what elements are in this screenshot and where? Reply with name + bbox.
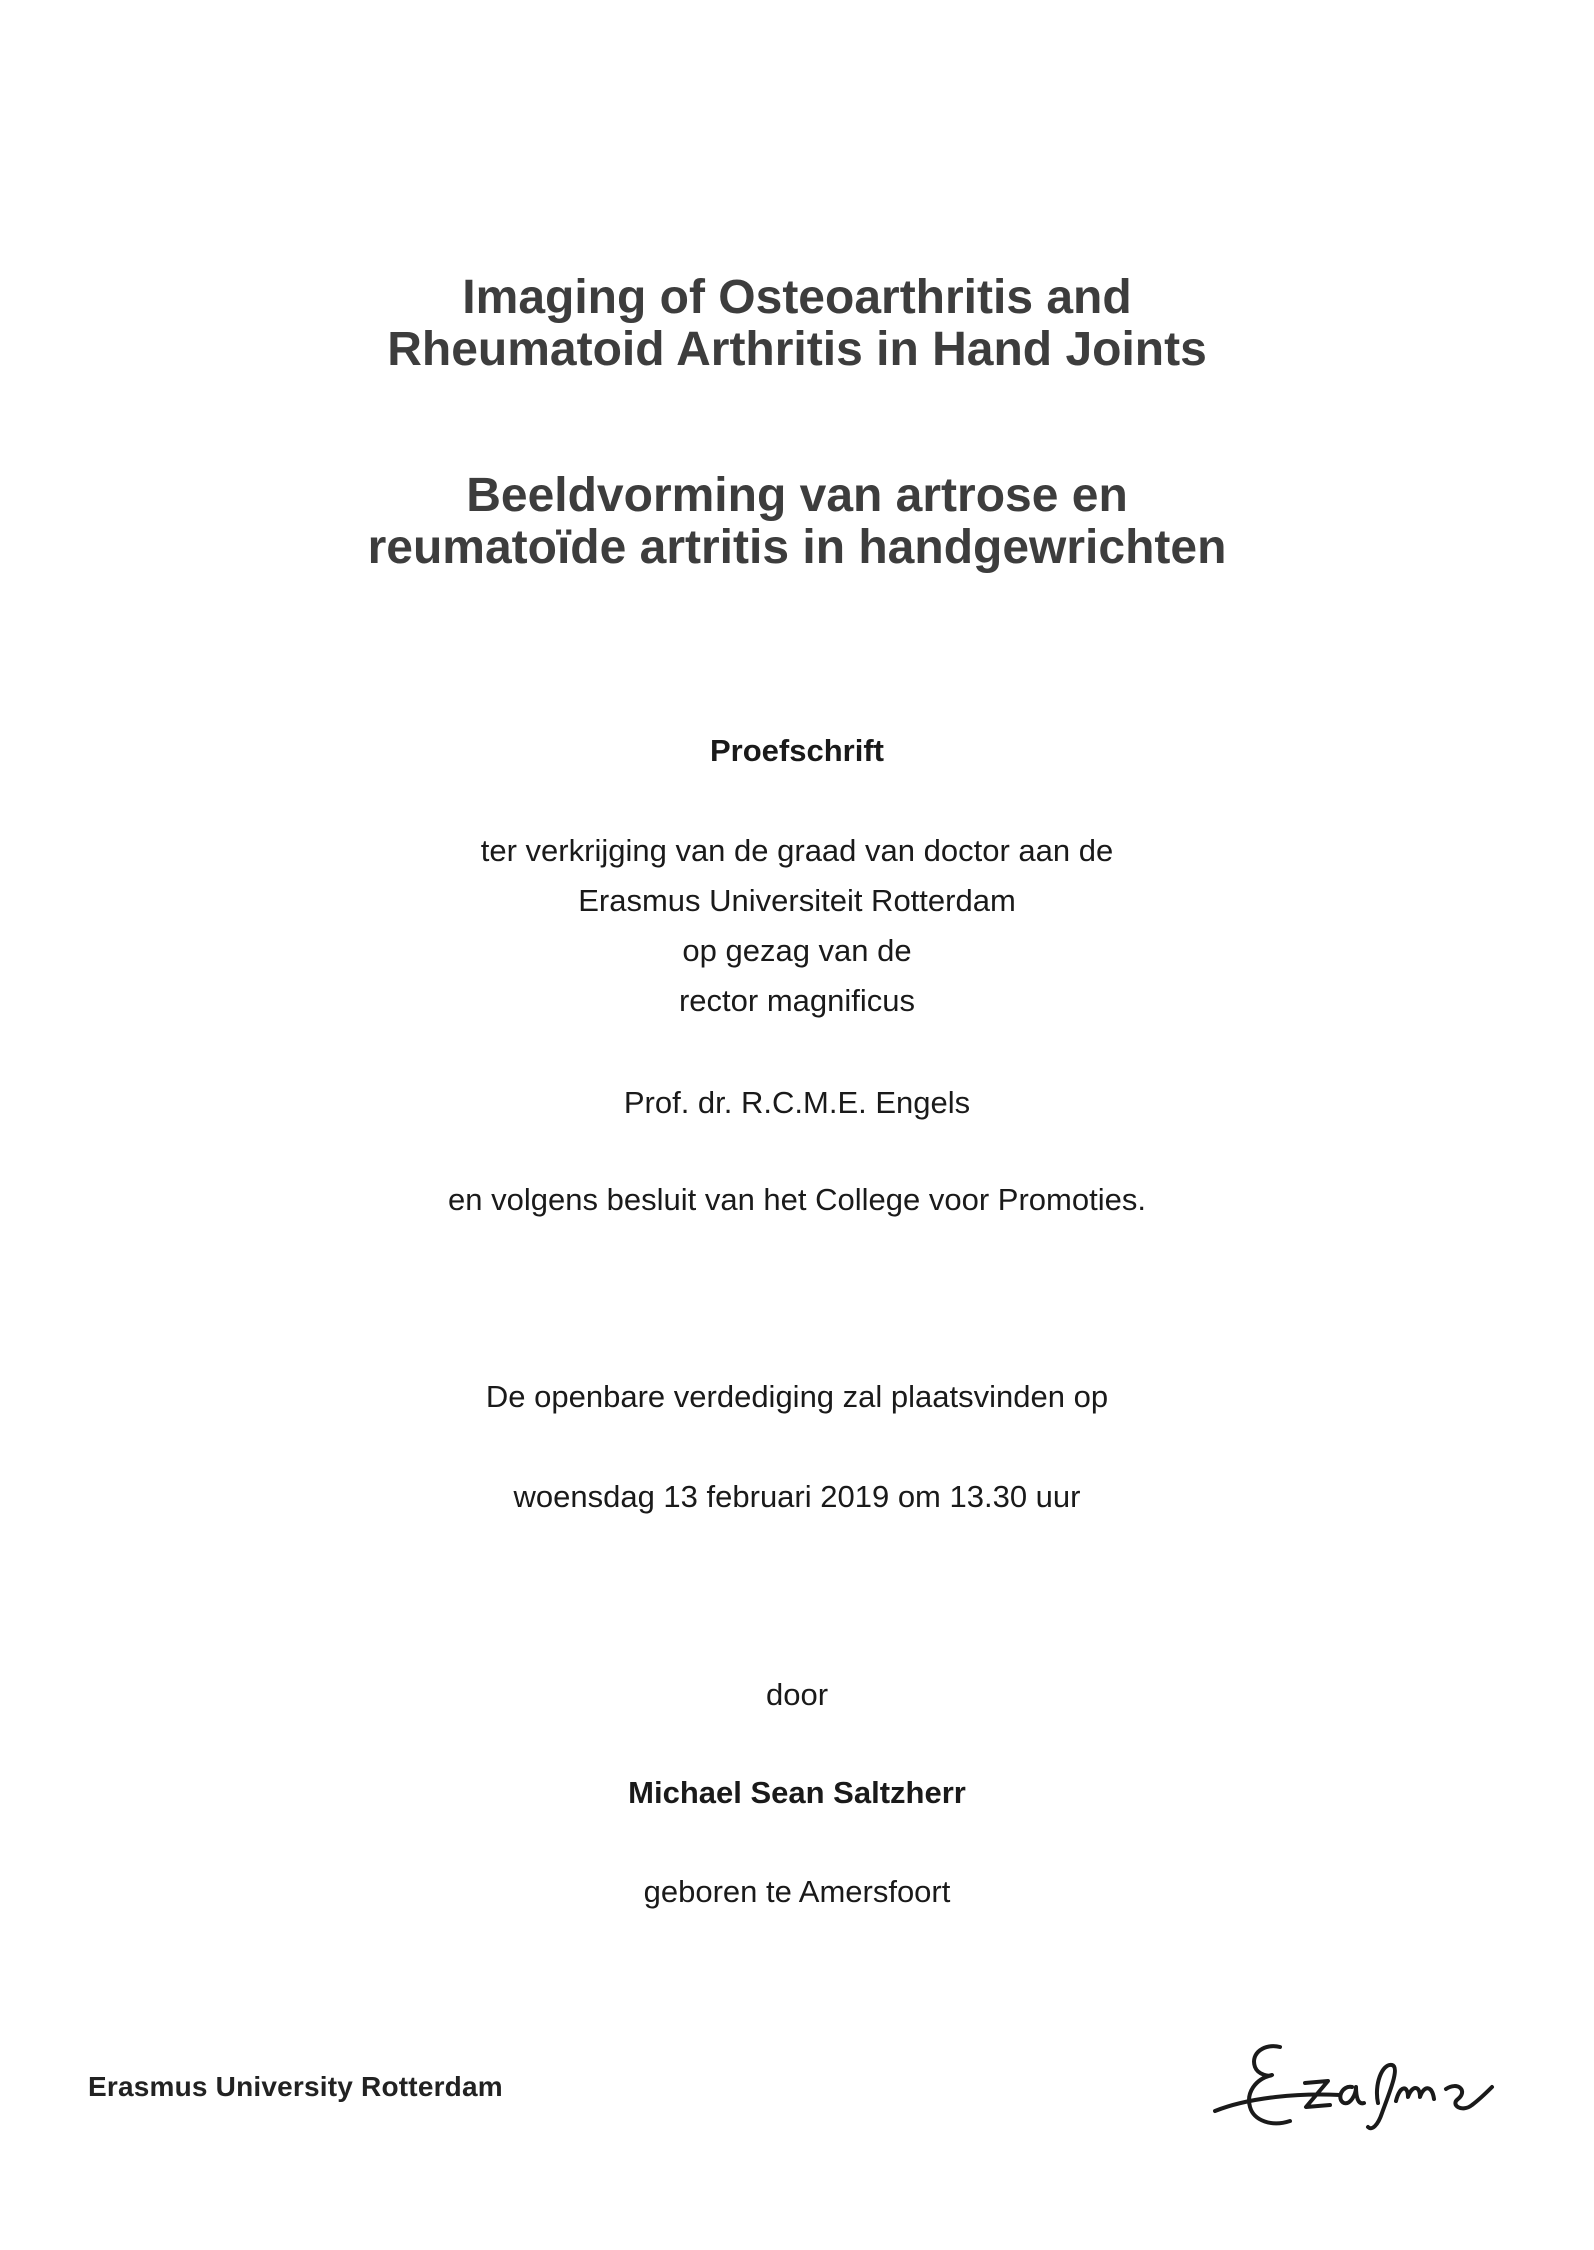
college-decision: en volgens besluit van het College voor Promoties. (448, 1182, 1146, 1217)
english-title-line-2: Rheumatoid Arthritis in Hand Joints (387, 323, 1207, 376)
dutch-title-line-2: reumatoïde artritis in handgewrichten (367, 521, 1227, 574)
degree-statement-line-2: Erasmus Universiteit Rotterdam (578, 883, 1016, 918)
english-title (0, 272, 1594, 376)
degree-statement (0, 826, 1594, 1026)
university-name: Erasmus University Rotterdam (88, 2071, 503, 2102)
birthplace: geboren te Amersfoort (643, 1874, 951, 1909)
dutch-title-line-1: Beeldvorming van artrose en (466, 469, 1128, 522)
author-name: Michael Sean Saltzherr (628, 1775, 966, 1810)
defense-intro: De openbare verdediging zal plaatsvinden op (485, 1379, 1109, 1414)
degree-statement-line-3: op gezag van de (682, 933, 912, 968)
degree-statement-line-4: rector magnificus (678, 983, 916, 1018)
thesis-label: Proefschrift (710, 733, 884, 768)
by-label: door (765, 1677, 829, 1712)
defense-date: woensdag 13 februari 2019 om 13.30 uur (513, 1479, 1081, 1514)
english-title-line-1: Imaging of Osteoarthritis and (462, 271, 1132, 324)
erasmus-signature-icon (1210, 2035, 1500, 2145)
degree-statement-line-1: ter verkrijging van de graad van doctor aan de (480, 833, 1114, 868)
rector-name: Prof. dr. R.C.M.E. Engels (623, 1085, 971, 1120)
dutch-title (0, 470, 1594, 574)
